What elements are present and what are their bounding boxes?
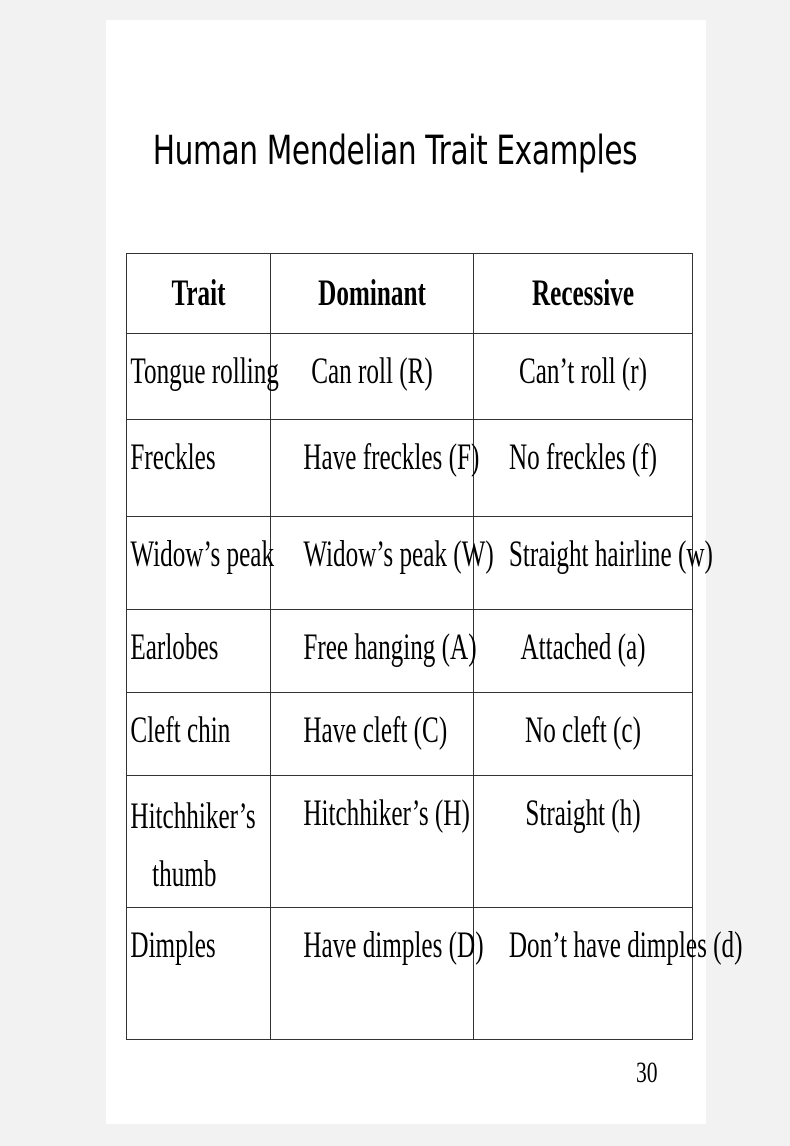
trait-cell: Freckles xyxy=(127,420,271,517)
dominant-cell: Have cleft (C) xyxy=(271,693,474,776)
recessive-cell: Straight (h) xyxy=(474,776,693,908)
trait-line-1: Hitchhiker’s xyxy=(130,796,256,837)
recessive-cell: No freckles (f) xyxy=(474,420,693,517)
table-row xyxy=(127,334,693,420)
header-dominant: Dominant xyxy=(271,254,474,334)
recessive-cell: Straight hairline (w) xyxy=(474,517,693,610)
trait-cell: Widow’s peak xyxy=(127,517,271,610)
dominant-cell: Hitchhiker’s (H) xyxy=(271,776,474,908)
table-row xyxy=(127,693,693,776)
dominant-cell: Widow’s peak (W) xyxy=(271,517,474,610)
trait-cell xyxy=(127,776,271,908)
recessive-cell: Attached (a) xyxy=(474,610,693,693)
recessive-cell: Don’t have dimples (d) xyxy=(474,908,693,1040)
table-row xyxy=(127,776,693,908)
table-row xyxy=(127,610,693,693)
trait-cell: Cleft chin xyxy=(127,693,271,776)
header-recessive: Recessive xyxy=(474,254,693,334)
table-row xyxy=(127,908,693,1040)
trait-cell: Earlobes xyxy=(127,610,271,693)
header-trait: Trait xyxy=(127,254,271,334)
trait-cell: Dimples xyxy=(127,908,271,1040)
dominant-cell: Free hanging (A) xyxy=(271,610,474,693)
page-number: 30 xyxy=(636,1056,658,1089)
dominant-cell: Have freckles (F) xyxy=(271,420,474,517)
trait-line-2: thumb xyxy=(152,854,217,895)
traits-table xyxy=(126,253,743,1040)
dominant-cell: Can roll (R) xyxy=(271,334,474,420)
trait-cell: Tongue rolling xyxy=(127,334,271,420)
recessive-cell: No cleft (c) xyxy=(474,693,693,776)
dominant-cell: Have dimples (D) xyxy=(271,908,474,1040)
recessive-cell: Can’t roll (r) xyxy=(474,334,693,420)
table-row xyxy=(127,420,693,517)
page-title: Human Mendelian Trait Examples xyxy=(152,128,638,174)
table-header-row xyxy=(127,254,693,334)
table-row xyxy=(127,517,693,610)
